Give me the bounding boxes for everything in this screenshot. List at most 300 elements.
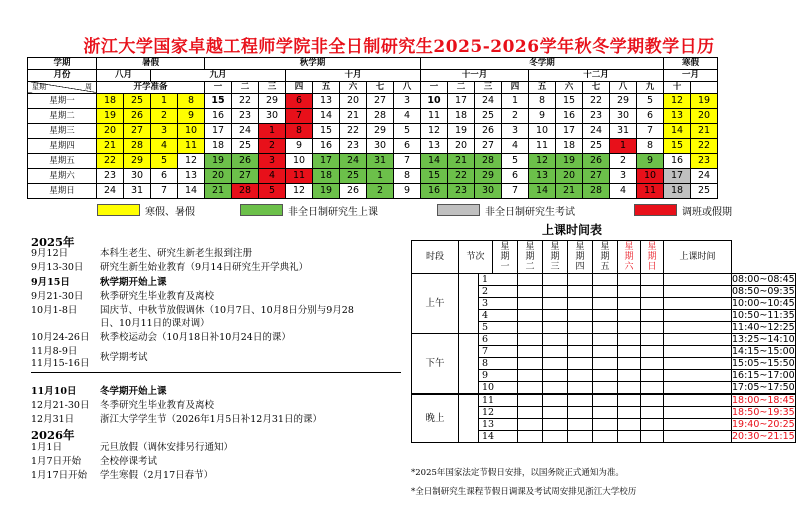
- date-cell: 24: [583, 123, 610, 138]
- date-cell: 4: [151, 138, 178, 153]
- month-jan: 一月: [664, 69, 718, 81]
- date-cell: 9: [394, 183, 421, 198]
- schedule-cell: [518, 382, 543, 395]
- event-text: 秋学期开始上课: [100, 277, 167, 288]
- date-cell: 8: [394, 168, 421, 183]
- semester-winter-break: 寒假: [664, 58, 718, 70]
- schedule-cell: [543, 419, 568, 431]
- week-corner-label: 周: [85, 83, 92, 92]
- session-number: 3: [479, 298, 518, 310]
- schedule-cell: [618, 346, 641, 358]
- schedule-cell: [618, 358, 641, 370]
- header-label: 星期日: [647, 242, 657, 272]
- date-cell: 6: [394, 138, 421, 153]
- date-cell: 24: [232, 123, 259, 138]
- schedule-cell: [568, 310, 593, 322]
- date-cell: 26: [124, 108, 151, 123]
- session-number: 5: [479, 322, 518, 334]
- schedule-cell: [518, 322, 543, 334]
- date-cell: 25: [475, 108, 502, 123]
- date-cell: 22: [691, 138, 718, 153]
- schedule-cell: [593, 346, 618, 358]
- date-cell: 10: [637, 168, 664, 183]
- event-date: 1月1日: [31, 442, 63, 453]
- schedule-cell: [664, 394, 732, 407]
- session-number: 13: [479, 419, 518, 431]
- date-cell: 18: [556, 138, 583, 153]
- date-cell: 4: [502, 138, 529, 153]
- date-cell: 29: [475, 168, 502, 183]
- date-cell: 17: [556, 123, 583, 138]
- date-cell: 12: [286, 183, 313, 198]
- schedule-cell: [641, 419, 664, 431]
- date-cell: 21: [556, 183, 583, 198]
- session-number: 11: [479, 394, 518, 407]
- date-cell: 22: [232, 93, 259, 108]
- schedule-cell: [518, 310, 543, 322]
- date-cell: 10: [421, 93, 448, 108]
- session-number: 8: [479, 358, 518, 370]
- day-label: 星期三: [28, 123, 97, 138]
- event-date: 1月7日开始: [31, 456, 82, 467]
- date-cell: 18: [448, 108, 475, 123]
- schedule-cell: [618, 370, 641, 382]
- event-text: 研究生新生始业教育（9月14日研究生开学典礼）: [100, 262, 309, 273]
- date-cell: 12: [421, 123, 448, 138]
- date-cell: 18: [664, 183, 691, 198]
- schedule-cell: [593, 419, 618, 431]
- date-cell: 8: [529, 93, 556, 108]
- header-sat: [618, 241, 641, 274]
- date-cell: 26: [475, 123, 502, 138]
- event-text: 秋季研究生毕业教育及离校: [100, 291, 215, 302]
- legend-label: 寒假、暑假: [145, 206, 195, 218]
- date-cell: 5: [637, 93, 664, 108]
- schedule-cell: [641, 298, 664, 310]
- date-cell: 8: [286, 123, 313, 138]
- date-cell: 8: [637, 138, 664, 153]
- date-cell: 20: [556, 168, 583, 183]
- date-cell: 5: [502, 153, 529, 168]
- session-time: 13:25~14:10: [732, 334, 795, 345]
- schedule-cell: [518, 346, 543, 358]
- event-text: 日、10月11日的课对调）: [100, 318, 210, 329]
- schedule-cell: [641, 394, 664, 407]
- date-cell: 31: [610, 123, 637, 138]
- date-cell: 19: [97, 108, 124, 123]
- week-7: 七: [367, 81, 394, 93]
- schedule-cell: [664, 322, 732, 334]
- week-1: 一: [205, 81, 232, 93]
- date-cell: 24: [475, 93, 502, 108]
- schedule-cell: [568, 322, 593, 334]
- date-cell: 20: [691, 108, 718, 123]
- date-cell: 20: [205, 168, 232, 183]
- header-label: 星期二: [525, 242, 535, 272]
- calendar-row: [28, 153, 718, 168]
- date-cell: 22: [583, 93, 610, 108]
- schedule-cell: [618, 298, 641, 310]
- date-cell: 18: [205, 138, 232, 153]
- session-number: 7: [479, 346, 518, 358]
- event-text: 秋季校运动会（10月18日补10月24日的课）: [100, 332, 291, 343]
- date-cell: 12: [664, 93, 691, 108]
- header-label: 星期四: [575, 242, 585, 272]
- date-cell: 23: [232, 108, 259, 123]
- header-period: 时段: [412, 241, 459, 274]
- header-fri: [593, 241, 618, 274]
- legend-label: 非全日制研究生上课: [288, 206, 378, 218]
- event-date: 11月15-16日: [31, 358, 90, 369]
- date-cell: 22: [340, 123, 367, 138]
- date-cell: 24: [97, 183, 124, 198]
- date-cell: 16: [205, 108, 232, 123]
- calendar-day-rows: [28, 93, 718, 198]
- date-cell: 2: [367, 183, 394, 198]
- legend-swatch-gray: [437, 204, 480, 216]
- date-cell: 21: [205, 183, 232, 198]
- schedule-cell: [593, 334, 618, 346]
- date-cell: 15: [313, 123, 340, 138]
- session-time: 16:15~17:00: [732, 370, 795, 381]
- schedule-cell: [518, 334, 543, 346]
- event-date: 1月17日开始: [31, 470, 88, 481]
- date-cell: 14: [529, 183, 556, 198]
- date-cell: 28: [232, 183, 259, 198]
- legend-item-adjust: [634, 203, 732, 217]
- week-3: 三: [259, 81, 286, 93]
- month-sep: 九月: [151, 69, 286, 81]
- session-time: 15:05~15:50: [732, 358, 795, 369]
- session-time: 10:50~11:35: [732, 310, 795, 321]
- event-date: 9月13-30日: [31, 262, 84, 273]
- schedule-header-row: [412, 241, 796, 274]
- date-cell: 6: [286, 93, 313, 108]
- event-text: 秋学期考试: [100, 352, 148, 363]
- date-cell: 24: [340, 153, 367, 168]
- date-cell: 2: [151, 108, 178, 123]
- header-wed: [543, 241, 568, 274]
- date-cell: 3: [502, 123, 529, 138]
- date-cell: 6: [637, 108, 664, 123]
- year-2025: 2025年: [31, 235, 75, 249]
- schedule-cell: [543, 370, 568, 382]
- schedule-cell: [664, 310, 732, 322]
- session-number: 1: [479, 274, 518, 286]
- date-cell: 14: [178, 183, 205, 198]
- date-cell: 28: [475, 153, 502, 168]
- schedule-cell: [593, 274, 618, 286]
- header-label: 星期六: [624, 242, 634, 272]
- date-cell: 17: [313, 153, 340, 168]
- schedule-cell: [593, 431, 618, 443]
- schedule-cell: [518, 286, 543, 298]
- date-cell: 7: [286, 108, 313, 123]
- date-cell: 23: [448, 183, 475, 198]
- date-cell: 9: [178, 108, 205, 123]
- schedule-cell: [543, 298, 568, 310]
- date-cell: 1: [259, 123, 286, 138]
- month-oct: 十月: [286, 69, 421, 81]
- schedule-cell: [518, 358, 543, 370]
- schedule-cell: [593, 322, 618, 334]
- schedule-cell: [641, 431, 664, 443]
- legend-swatch-yellow: [97, 204, 140, 216]
- schedule-cell: [518, 407, 543, 419]
- period-label: 晚上: [412, 394, 459, 443]
- day-corner-label: 星期: [32, 83, 46, 92]
- date-cell: 2: [502, 108, 529, 123]
- date-cell: 6: [502, 168, 529, 183]
- day-label: 星期日: [28, 183, 97, 198]
- prep-label: 开学准备: [97, 81, 205, 93]
- session-time: 20:30~21:15: [732, 431, 795, 442]
- event-text: 元旦放假（调休安排另行通知）: [100, 442, 234, 453]
- month-row: [28, 69, 718, 81]
- schedule-cell: [641, 322, 664, 334]
- date-cell: 12: [178, 153, 205, 168]
- week-row: [28, 81, 718, 93]
- date-cell: 26: [232, 153, 259, 168]
- schedule-cell: [641, 286, 664, 298]
- event-date: 11月8-9日: [31, 346, 78, 357]
- schedule-cell: [568, 370, 593, 382]
- schedule-cell: [568, 431, 593, 443]
- schedule-cell: [664, 358, 732, 370]
- schedule-cell: [618, 394, 641, 407]
- date-cell: 15: [205, 93, 232, 108]
- date-cell: 16: [313, 138, 340, 153]
- week-w8: 八: [610, 81, 637, 93]
- date-cell: 27: [232, 168, 259, 183]
- date-cell: 30: [124, 168, 151, 183]
- date-cell: 2: [259, 138, 286, 153]
- event-text: 本科生老生、研究生新老生报到注册: [100, 248, 253, 259]
- date-cell: 18: [97, 93, 124, 108]
- week-w6: 六: [556, 81, 583, 93]
- schedule-cell: [641, 274, 664, 286]
- date-cell: 22: [448, 168, 475, 183]
- week-4: 四: [286, 81, 313, 93]
- schedule-cell: [543, 286, 568, 298]
- schedule-title: 上课时间表: [542, 223, 603, 237]
- event-text: 全校停课考试: [100, 456, 158, 467]
- week-w10: 十: [664, 81, 691, 93]
- date-cell: 9: [529, 108, 556, 123]
- session-time: 10:00~10:45: [732, 298, 795, 309]
- date-cell: 19: [556, 153, 583, 168]
- legend: [97, 203, 757, 217]
- schedule-cell: [664, 407, 732, 419]
- schedule-cell: [543, 394, 568, 407]
- schedule-cell: [618, 419, 641, 431]
- date-cell: 7: [151, 183, 178, 198]
- event-date: 12月31日: [31, 414, 75, 425]
- week-w7: 七: [583, 81, 610, 93]
- header-label: 星期五: [600, 242, 610, 272]
- schedule-cell: [568, 407, 593, 419]
- period-spacer: [459, 394, 479, 443]
- class-schedule-table: [411, 240, 796, 443]
- legend-swatch-green: [240, 204, 283, 216]
- date-cell: 21: [448, 153, 475, 168]
- date-cell: 3: [394, 93, 421, 108]
- header-session: 节次: [459, 241, 493, 274]
- event-date: 9月12日: [31, 248, 69, 259]
- date-cell: 11: [529, 138, 556, 153]
- date-cell: 25: [232, 138, 259, 153]
- schedule-cell: [518, 394, 543, 407]
- week-2: 二: [232, 81, 259, 93]
- event-date: 10月1-8日: [31, 305, 78, 316]
- date-cell: 21: [97, 138, 124, 153]
- schedule-cell: [568, 382, 593, 395]
- session-time: 11:40~12:25: [732, 322, 795, 333]
- date-cell: 15: [664, 138, 691, 153]
- date-cell: 27: [475, 138, 502, 153]
- note-fulltime: *全日制研究生课程节假日调课及考试周安排见浙江大学校历: [411, 487, 637, 497]
- date-cell: 30: [610, 108, 637, 123]
- calendar-row: [28, 138, 718, 153]
- date-cell: 26: [340, 183, 367, 198]
- date-cell: 11: [178, 138, 205, 153]
- schedule-row: [412, 274, 796, 286]
- schedule-cell: [593, 310, 618, 322]
- date-cell: 23: [583, 108, 610, 123]
- schedule-cell: [641, 407, 664, 419]
- schedule-cell: [641, 382, 664, 395]
- date-cell: 14: [664, 123, 691, 138]
- schedule-cell: [618, 382, 641, 395]
- day-label: 星期一: [28, 93, 97, 108]
- week-w3: 三: [475, 81, 502, 93]
- calendar-row: [28, 123, 718, 138]
- schedule-cell: [664, 286, 732, 298]
- schedule-rows: [412, 274, 796, 443]
- page-title: 浙江大学国家卓越工程师学院非全日制研究生2025-2026学年秋冬学期教学日历: [83, 37, 715, 57]
- semester-row: [28, 58, 718, 70]
- date-cell: 19: [313, 183, 340, 198]
- date-cell: 4: [610, 183, 637, 198]
- date-cell: 3: [259, 153, 286, 168]
- date-cell: 13: [421, 138, 448, 153]
- schedule-cell: [618, 286, 641, 298]
- event-date: 9月21-30日: [31, 291, 84, 302]
- date-cell: 26: [583, 153, 610, 168]
- schedule-cell: [543, 322, 568, 334]
- date-cell: 19: [448, 123, 475, 138]
- period-label: 下午: [412, 334, 459, 395]
- month-aug: 八月: [97, 69, 151, 81]
- date-cell: 2: [610, 153, 637, 168]
- session-number: 2: [479, 286, 518, 298]
- week-w2: 二: [448, 81, 475, 93]
- event-date: 11月10日: [31, 386, 77, 397]
- schedule-cell: [618, 310, 641, 322]
- legend-swatch-red: [634, 204, 677, 216]
- date-cell: 19: [205, 153, 232, 168]
- header-thu: [568, 241, 593, 274]
- schedule-cell: [543, 358, 568, 370]
- schedule-cell: [618, 322, 641, 334]
- date-cell: 27: [583, 168, 610, 183]
- week-8: 八: [394, 81, 421, 93]
- semester-winter: 冬学期: [421, 58, 664, 70]
- session-number: 9: [479, 370, 518, 382]
- legend-item-holiday: [97, 203, 195, 217]
- date-cell: 13: [664, 108, 691, 123]
- date-cell: 8: [178, 93, 205, 108]
- session-number: 4: [479, 310, 518, 322]
- date-cell: 29: [124, 153, 151, 168]
- date-cell: 17: [448, 93, 475, 108]
- schedule-cell: [543, 310, 568, 322]
- schedule-cell: [593, 286, 618, 298]
- date-cell: 25: [583, 138, 610, 153]
- schedule-cell: [518, 370, 543, 382]
- date-cell: 21: [691, 123, 718, 138]
- date-cell: 7: [502, 183, 529, 198]
- date-cell: 18: [313, 168, 340, 183]
- week-w9: 九: [637, 81, 664, 93]
- date-cell: 3: [151, 123, 178, 138]
- session-number: 14: [479, 431, 518, 443]
- date-cell: 17: [664, 168, 691, 183]
- day-label: 星期二: [28, 108, 97, 123]
- date-cell: 13: [313, 93, 340, 108]
- header-label: 星期一: [500, 242, 510, 272]
- week-blank: [691, 81, 718, 93]
- date-cell: 5: [394, 123, 421, 138]
- calendar-row: [28, 168, 718, 183]
- schedule-cell: [518, 431, 543, 443]
- date-cell: 30: [475, 183, 502, 198]
- date-cell: 13: [178, 168, 205, 183]
- period-spacer: [459, 334, 479, 395]
- date-cell: 11: [637, 183, 664, 198]
- date-cell: 1: [610, 138, 637, 153]
- event-date: 12月21-30日: [31, 400, 90, 411]
- date-cell: 13: [529, 168, 556, 183]
- date-cell: 7: [637, 123, 664, 138]
- date-cell: 31: [124, 183, 151, 198]
- schedule-cell: [618, 274, 641, 286]
- schedule-cell: [664, 370, 732, 382]
- schedule-cell: [518, 298, 543, 310]
- date-cell: 3: [610, 168, 637, 183]
- date-cell: 28: [583, 183, 610, 198]
- date-cell: 28: [124, 138, 151, 153]
- date-cell: 5: [259, 183, 286, 198]
- calendar-row: [28, 93, 718, 108]
- date-cell: 29: [610, 93, 637, 108]
- schedule-cell: [568, 419, 593, 431]
- date-cell: 16: [664, 153, 691, 168]
- header-label: 星期三: [550, 242, 560, 272]
- date-cell: 25: [340, 168, 367, 183]
- session-time: 08:50~09:35: [732, 286, 795, 297]
- event-text: 冬季研究生毕业教育及离校: [100, 400, 215, 411]
- date-cell: 19: [691, 93, 718, 108]
- schedule-cell: [664, 419, 732, 431]
- schedule-cell: [543, 274, 568, 286]
- period-label: 上午: [412, 274, 459, 334]
- schedule-cell: [664, 298, 732, 310]
- date-cell: 22: [97, 153, 124, 168]
- date-cell: 11: [421, 108, 448, 123]
- header-time: 上课时间: [664, 241, 732, 274]
- date-cell: 27: [367, 93, 394, 108]
